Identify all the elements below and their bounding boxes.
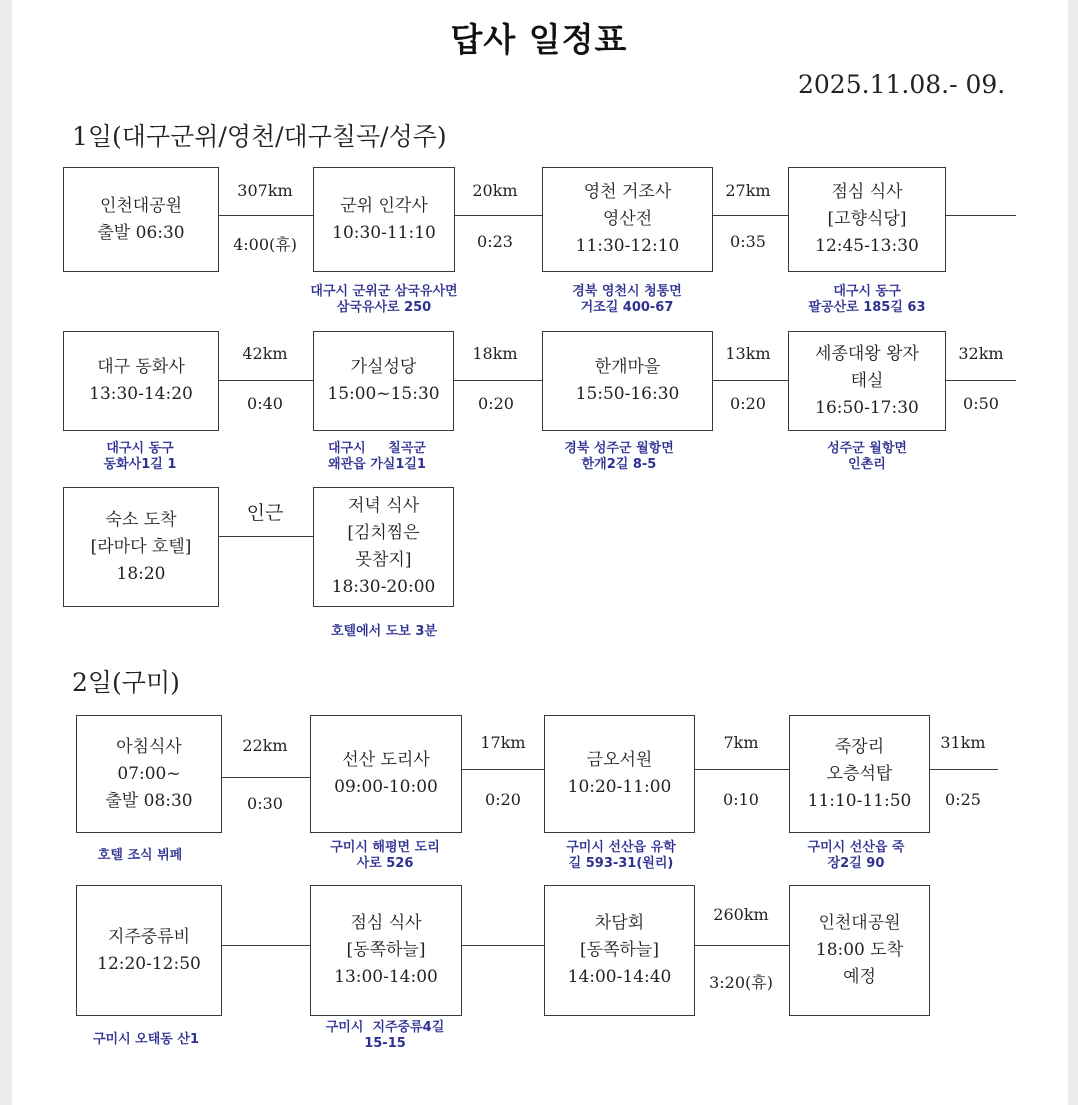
stop-text: 세종대왕 왕자 [815, 343, 919, 364]
stop-box [544, 885, 695, 1016]
leg-duration: 0:20 [730, 394, 766, 413]
stop-text: 16:50-17:30 [815, 397, 919, 418]
leg-duration: 3:20(휴) [709, 973, 773, 992]
stop-text: 12:20-12:50 [97, 953, 201, 974]
route-connector [219, 380, 313, 381]
leg-duration: 0:20 [485, 790, 521, 809]
stop-box [310, 715, 462, 833]
stop-text: 한개마을 [594, 357, 661, 377]
day1-heading: 1일(대구군위/영천/대구칠곡/성주) [72, 122, 447, 151]
route-connector [462, 769, 544, 770]
left-edge [0, 0, 12, 1105]
leg-distance: 27km [725, 181, 771, 200]
route-connector [713, 380, 788, 381]
route-connector [713, 215, 788, 216]
stop-text: 10:20-11:00 [567, 777, 672, 797]
stop-text: 영산전 [602, 209, 653, 229]
stop-text: 출발 08:30 [105, 790, 193, 811]
stop-text: 태실 [850, 370, 884, 391]
leg-duration: 0:20 [478, 394, 514, 413]
stop-text: 18:20 [116, 563, 166, 584]
leg-distance: 인근 [246, 502, 284, 524]
leg-distance: 42km [242, 344, 288, 363]
leg-duration: 4:00(휴) [233, 235, 297, 254]
right-edge [1068, 0, 1078, 1105]
stop-text: 숙소 도착 [105, 509, 177, 530]
stop-text: [동쪽하늘] [346, 940, 426, 960]
leg-duration: 0:35 [730, 232, 766, 251]
leg-distance: 307km [237, 181, 293, 200]
stop-address: 구미시 오태동 산1 [92, 1032, 199, 1047]
stop-text: 07:00~ [117, 763, 181, 784]
route-connector [222, 945, 310, 946]
stop-text: 지주중류비 [107, 926, 191, 947]
trip-date: 2025.11.08.- 09. [798, 70, 1006, 99]
stop-address: 호텔 조식 뷔페 [97, 848, 183, 863]
stop-text: 아침식사 [116, 736, 182, 757]
stop-text: 12:45-13:30 [815, 236, 919, 256]
stop-address: 호텔에서 도보 3분 [330, 624, 437, 639]
leg-duration: 0:25 [945, 790, 981, 809]
stop-box [63, 331, 219, 431]
stop-box [76, 885, 222, 1016]
stop-address: 대구시 동구 팔공산로 185길 63 [808, 284, 926, 315]
stop-address: 경북 성주군 월항면 한개2길 8-5 [564, 441, 674, 472]
stop-text: 예정 [843, 967, 876, 987]
stop-text: [고향식당] [827, 209, 907, 229]
stop-address: 구미시 선산읍 죽 장2길 90 [807, 840, 905, 871]
leg-duration: 0:30 [247, 794, 283, 813]
stop-text: 저녁 식사 [347, 496, 420, 516]
stop-text: 오층석탑 [826, 763, 893, 784]
stop-text: 인천대공원 [99, 195, 183, 216]
stop-text: 대구 동화사 [97, 357, 185, 377]
stop-text: 가실성당 [350, 357, 417, 377]
route-connector [222, 777, 310, 778]
stop-text: 점심 식사 [831, 182, 903, 202]
stop-text: [김치찜은 [347, 523, 420, 543]
stop-address: 구미시 해평면 도리 사로 526 [330, 840, 440, 871]
stop-text: 13:00-14:00 [334, 967, 438, 987]
leg-distance: 260km [713, 905, 769, 924]
stop-box [789, 885, 930, 1016]
stop-text: 09:00-10:00 [334, 777, 438, 797]
route-connector [219, 215, 313, 216]
stop-text: 18:00 도착 [815, 940, 904, 960]
stop-address: 성주군 월항면 인촌리 [827, 441, 907, 472]
stop-text: 선산 도리사 [342, 750, 430, 770]
stop-text: 영천 거조사 [583, 182, 672, 202]
leg-distance: 32km [958, 344, 1004, 363]
leg-duration: 0:10 [723, 790, 759, 809]
stop-text: 금오서원 [586, 750, 653, 770]
route-connector [695, 769, 789, 770]
stop-text: 인천대공원 [818, 913, 901, 933]
stop-box [63, 487, 219, 607]
stop-box [313, 167, 455, 272]
leg-distance: 17km [480, 733, 526, 752]
stop-address: 대구시 동구 동화사1길 1 [103, 441, 177, 472]
stop-address: 구미시 지주중류4길 15-15 [325, 1020, 445, 1051]
stop-text: 점심 식사 [350, 913, 422, 933]
route-connector [930, 769, 998, 770]
stop-text: 못참지] [355, 550, 412, 570]
stop-text: 군위 인각사 [340, 195, 428, 216]
stop-text: 15:50-16:30 [575, 384, 680, 404]
stop-text: 출발 06:30 [97, 222, 185, 243]
stop-address: 대구시 군위군 삼국유사면 삼국유사로 250 [310, 284, 458, 315]
leg-distance: 20km [472, 181, 518, 200]
stop-address: 대구시 칠곡군 왜관읍 가실1길1 [328, 441, 426, 472]
leg-duration: 0:23 [477, 232, 513, 251]
stop-address: 경북 영천시 청통면 거조길 400-67 [572, 284, 682, 315]
route-connector [219, 536, 313, 537]
stop-box [310, 885, 462, 1016]
stop-text: 13:30-14:20 [89, 384, 193, 404]
route-connector [455, 215, 542, 216]
stop-text: [동쪽하늘] [580, 940, 659, 960]
leg-distance: 22km [242, 736, 288, 755]
stop-address: 구미시 선산읍 유학 길 593-31(원리) [566, 840, 676, 871]
route-connector [695, 945, 789, 946]
route-connector [946, 380, 1016, 381]
stop-box [788, 167, 946, 272]
stop-box [76, 715, 222, 833]
leg-distance: 7km [723, 733, 759, 752]
stop-box [313, 487, 454, 607]
stop-text: 14:00-14:40 [567, 967, 672, 987]
day2-heading: 2일(구미) [72, 668, 180, 697]
page-title: 답사 일정표 [450, 20, 628, 59]
route-connector [946, 215, 1016, 216]
route-connector [462, 945, 544, 946]
stop-text: 10:30-11:10 [332, 222, 436, 243]
leg-distance: 18km [472, 344, 518, 363]
stop-text: 18:30-20:00 [331, 577, 436, 597]
stop-text: 11:10-11:50 [807, 790, 912, 811]
leg-duration: 0:40 [247, 394, 283, 413]
stop-text: 15:00~15:30 [327, 384, 440, 404]
stop-text: 죽장리 [834, 736, 885, 757]
stop-box [313, 331, 454, 431]
stop-text: 11:30-12:10 [575, 236, 680, 256]
stop-text: 차담회 [594, 913, 645, 933]
leg-duration: 0:50 [963, 394, 999, 413]
stop-text: [라마다 호텔] [90, 536, 192, 557]
stop-box [544, 715, 695, 833]
leg-distance: 31km [940, 733, 986, 752]
stop-box [63, 167, 219, 272]
route-connector [454, 380, 542, 381]
leg-distance: 13km [725, 344, 771, 363]
